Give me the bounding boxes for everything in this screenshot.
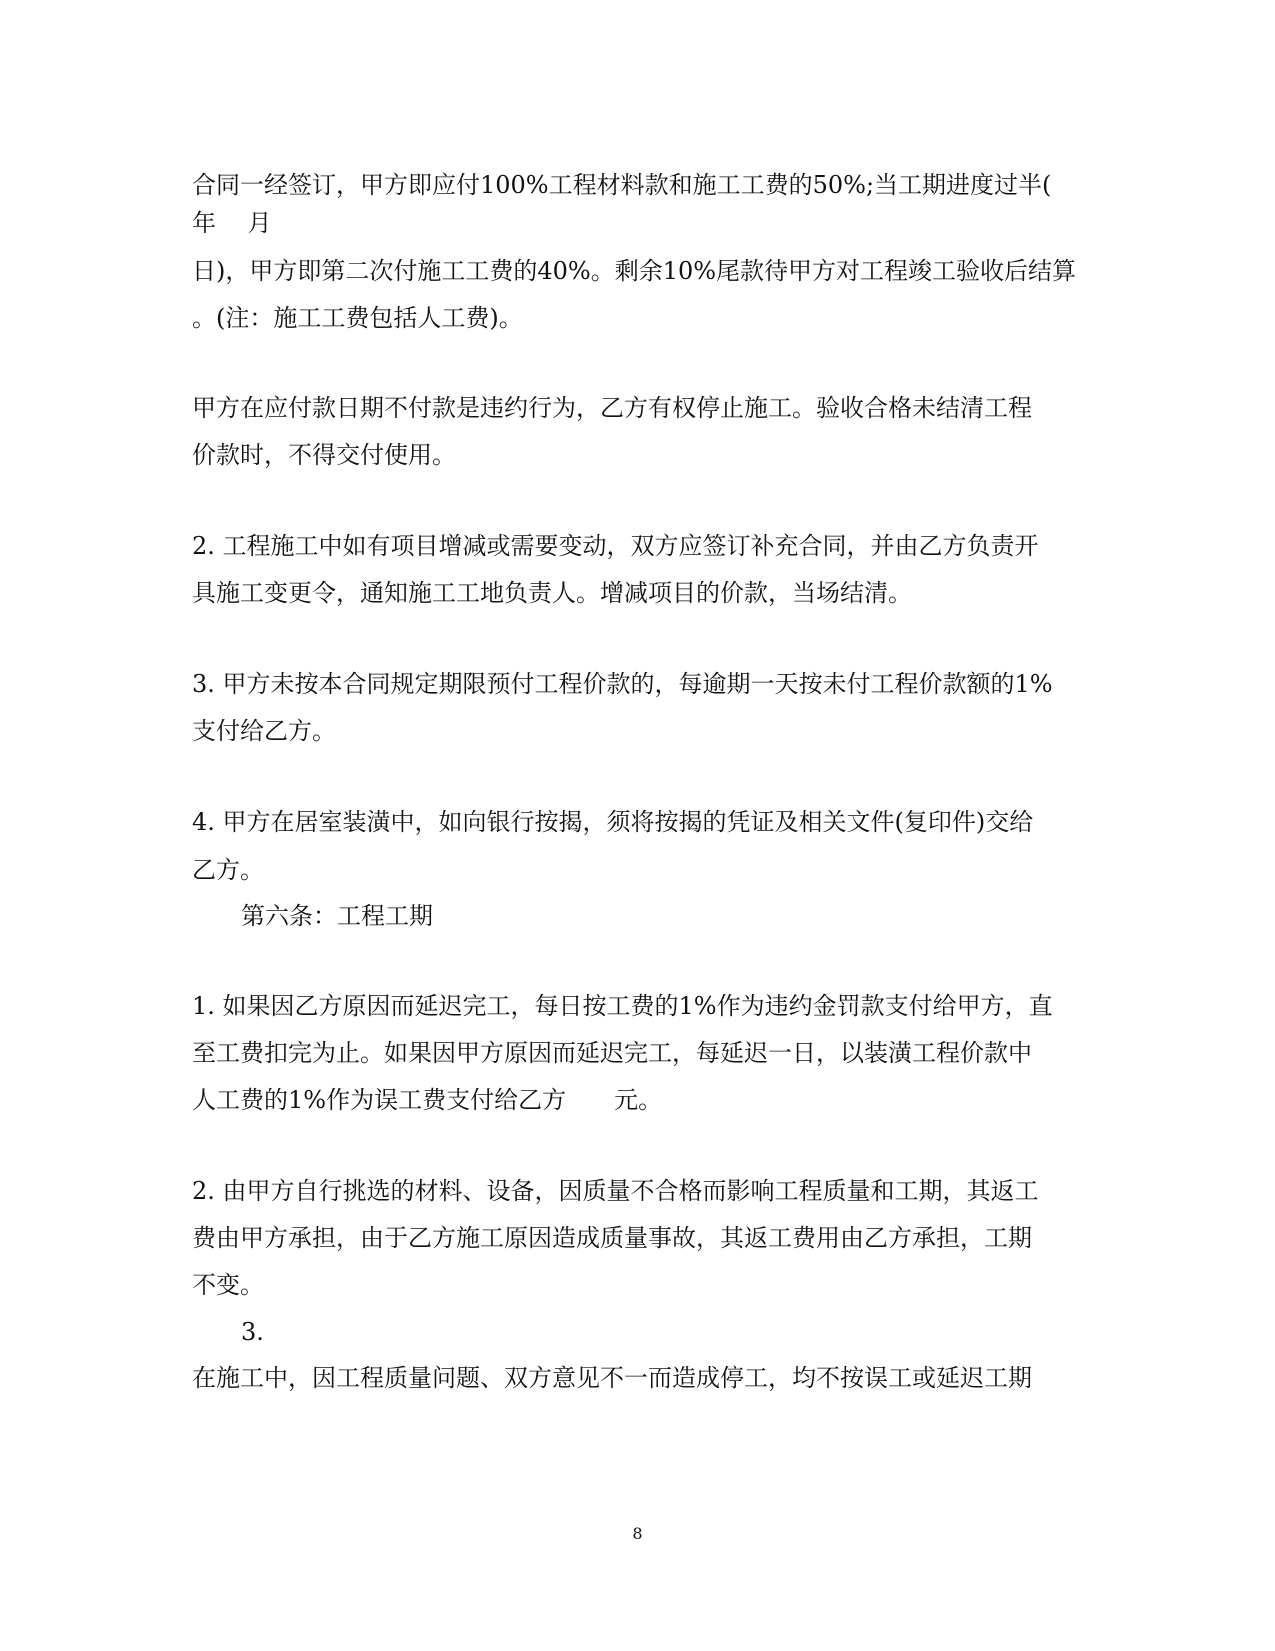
text-line: 2. 由甲方自行挑选的材料、设备，因质量不合格而影响工程质量和工期，其返工 — [192, 1177, 1039, 1205]
text-line: 在施工中，因工程质量问题、双方意见不一而造成停工，均不按误工或延迟工期 — [192, 1364, 1032, 1392]
section-heading: 第六条：工程工期 — [241, 902, 433, 930]
text-line: 日)，甲方即第二次付施工工费的40%。剩余10%尾款待甲方对工程竣工验收后结算 — [192, 257, 1077, 285]
text-line: 合同一经签订，甲方即应付100%工程材料款和施工工费的50%;当工期进度过半( — [192, 171, 1052, 199]
text-line: 至工费扣完为止。如果因甲方原因而延迟完工，每延迟一日，以装潢工程价款中 — [192, 1039, 1032, 1067]
text-line: 1. 如果因乙方原因而延迟完工，每日按工费的1%作为违约金罚款支付给甲方，直 — [192, 992, 1053, 1020]
text-line: 费由甲方承担，由于乙方施工原因造成质量事故，其返工费用由乙方承担，工期 — [192, 1224, 1032, 1252]
text-line: 。(注：施工工费包括人工费)。 — [192, 304, 523, 332]
text-line: 3. — [241, 1318, 264, 1346]
text-line: 人工费的1%作为误工费支付给乙方 元。 — [192, 1086, 663, 1114]
text-line: 年 月 — [192, 209, 272, 237]
text-line: 不变。 — [192, 1271, 264, 1299]
text-line: 甲方在应付款日期不付款是违约行为，乙方有权停止施工。验收合格未结清工程 — [192, 394, 1032, 422]
text-line: 具施工变更令，通知施工工地负责人。增减项目的价款，当场结清。 — [192, 579, 912, 607]
text-line: 乙方。 — [192, 856, 264, 884]
text-line: 3. 甲方未按本合同规定期限预付工程价款的，每逾期一天按未付工程价款额的1% — [192, 670, 1053, 698]
text-line: 4. 甲方在居室装潢中，如向银行按揭，须将按揭的凭证及相关文件(复印件)交给 — [192, 808, 1034, 836]
page-number: 8 — [632, 1524, 643, 1543]
text-line: 2. 工程施工中如有项目增减或需要变动，双方应签订补充合同，并由乙方负责开 — [192, 532, 1039, 560]
text-line: 价款时，不得交付使用。 — [192, 441, 456, 469]
text-line: 支付给乙方。 — [192, 717, 336, 745]
